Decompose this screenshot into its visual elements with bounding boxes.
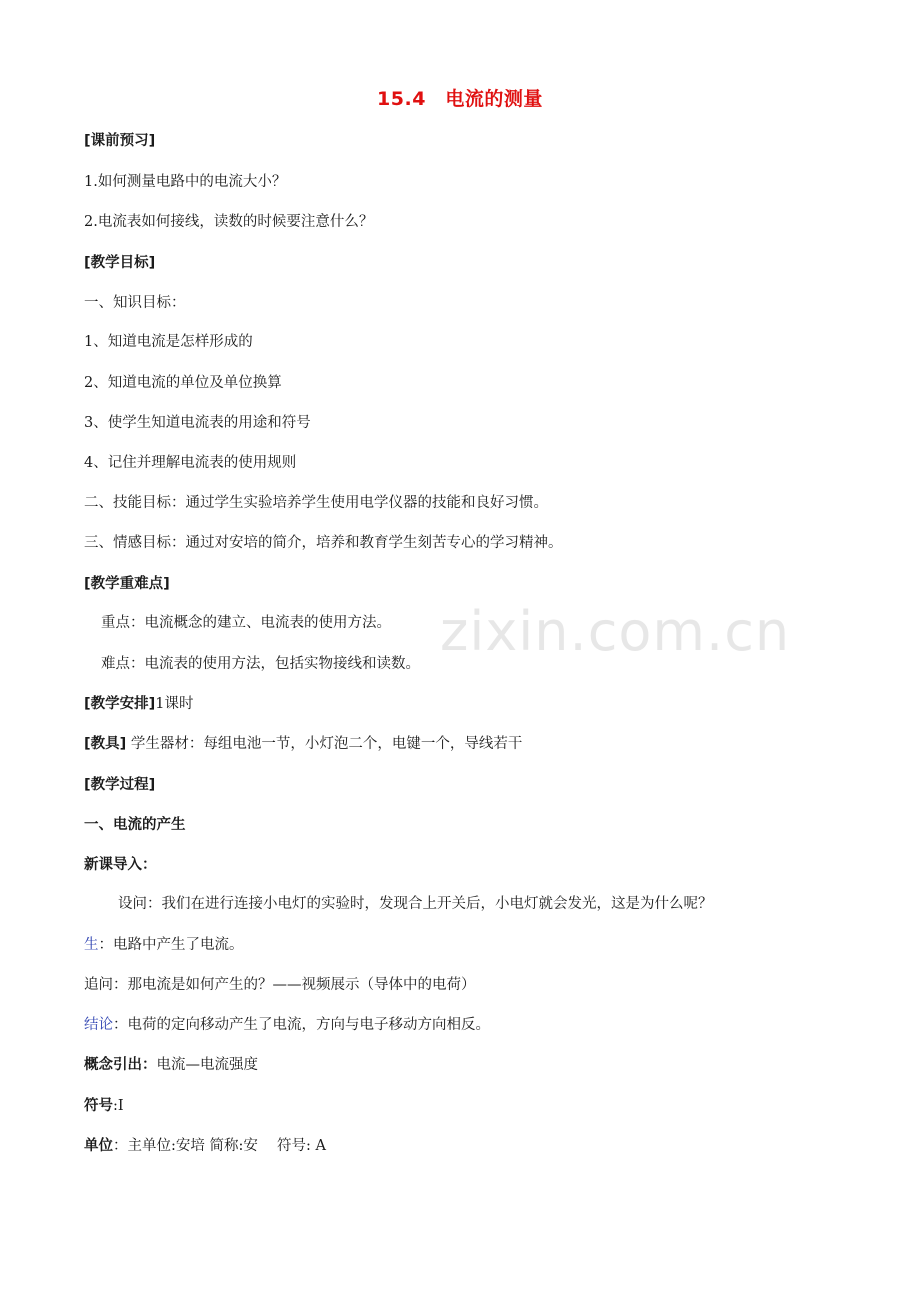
goal-knowledge: 一、知识目标： <box>84 295 186 311</box>
teacher-question: 设问：我们在进行连接小电灯的实验时，发现合上开关后，小电灯就会发光，这是为什么呢？ <box>118 896 713 912</box>
keypoints-heading: [教学重难点] <box>84 576 170 592</box>
followup-question: 追问：那电流是如何产生的？——视频展示（导体中的电荷） <box>84 977 476 993</box>
conclusion-text: ：电荷的定向移动产生了电流，方向与电子移动方向相反。 <box>113 1017 490 1033</box>
symbol-label: 符号 <box>84 1098 113 1114</box>
tools-value: 学生器材：每组电池一节，小灯泡二个，电键一个，导线若干 <box>130 736 523 752</box>
tools-line <box>84 734 522 754</box>
schedule-value: 1课时 <box>155 696 194 712</box>
goal-skill: 二、技能目标：通过学生实验培养学生使用电学仪器的技能和良好习惯。 <box>84 495 548 511</box>
unit-label: 单位 <box>84 1138 113 1154</box>
keypoint-difficulty: 难点：电流表的使用方法，包括实物接线和读数。 <box>101 656 420 672</box>
conclusion <box>84 1015 490 1035</box>
student-answer <box>84 935 244 955</box>
goal-knowledge-4: 4、记住并理解电流表的使用规则 <box>84 455 297 471</box>
watermark: zixin.com.cn <box>440 600 791 663</box>
keypoint-focus: 重点：电流概念的建立、电流表的使用方法。 <box>101 615 391 631</box>
page-title: 15.4 电流的测量 <box>377 88 543 110</box>
intro-heading: 新课导入： <box>84 857 157 873</box>
preview-question-1: 1.如何测量电路中的电流大小？ <box>84 174 287 190</box>
conclusion-label: 结论 <box>84 1017 113 1033</box>
unit-value: ：主单位:安培 简称:安 符号: A <box>113 1138 326 1154</box>
schedule-label: [教学安排] <box>84 696 156 712</box>
goal-emotion: 三、情感目标：通过对安培的简介，培养和教育学生刻苦专心的学习精神。 <box>84 535 563 551</box>
concept-line <box>84 1055 258 1075</box>
part1-heading: 一、电流的产生 <box>84 817 186 833</box>
tools-label: [教具] <box>84 736 127 752</box>
goals-heading: [教学目标] <box>84 255 156 271</box>
goal-knowledge-2: 2、知道电流的单位及单位换算 <box>84 375 282 391</box>
preview-question-2: 2.电流表如何接线，读数的时候要注意什么？ <box>84 214 374 230</box>
symbol-value: :I <box>113 1098 124 1114</box>
goal-knowledge-1: 1、知道电流是怎样形成的 <box>84 334 253 350</box>
concept-value: 电流—电流强度 <box>156 1057 258 1073</box>
schedule-line <box>84 694 194 714</box>
student-text: ：电路中产生了电流。 <box>98 937 244 953</box>
unit-line <box>84 1136 326 1156</box>
concept-label: 概念引出： <box>84 1057 157 1073</box>
preview-heading: [课前预习] <box>84 133 156 149</box>
student-label: 生 <box>84 937 99 953</box>
process-heading: [教学过程] <box>84 777 156 793</box>
symbol-line <box>84 1096 124 1116</box>
goal-knowledge-3: 3、使学生知道电流表的用途和符号 <box>84 415 311 431</box>
